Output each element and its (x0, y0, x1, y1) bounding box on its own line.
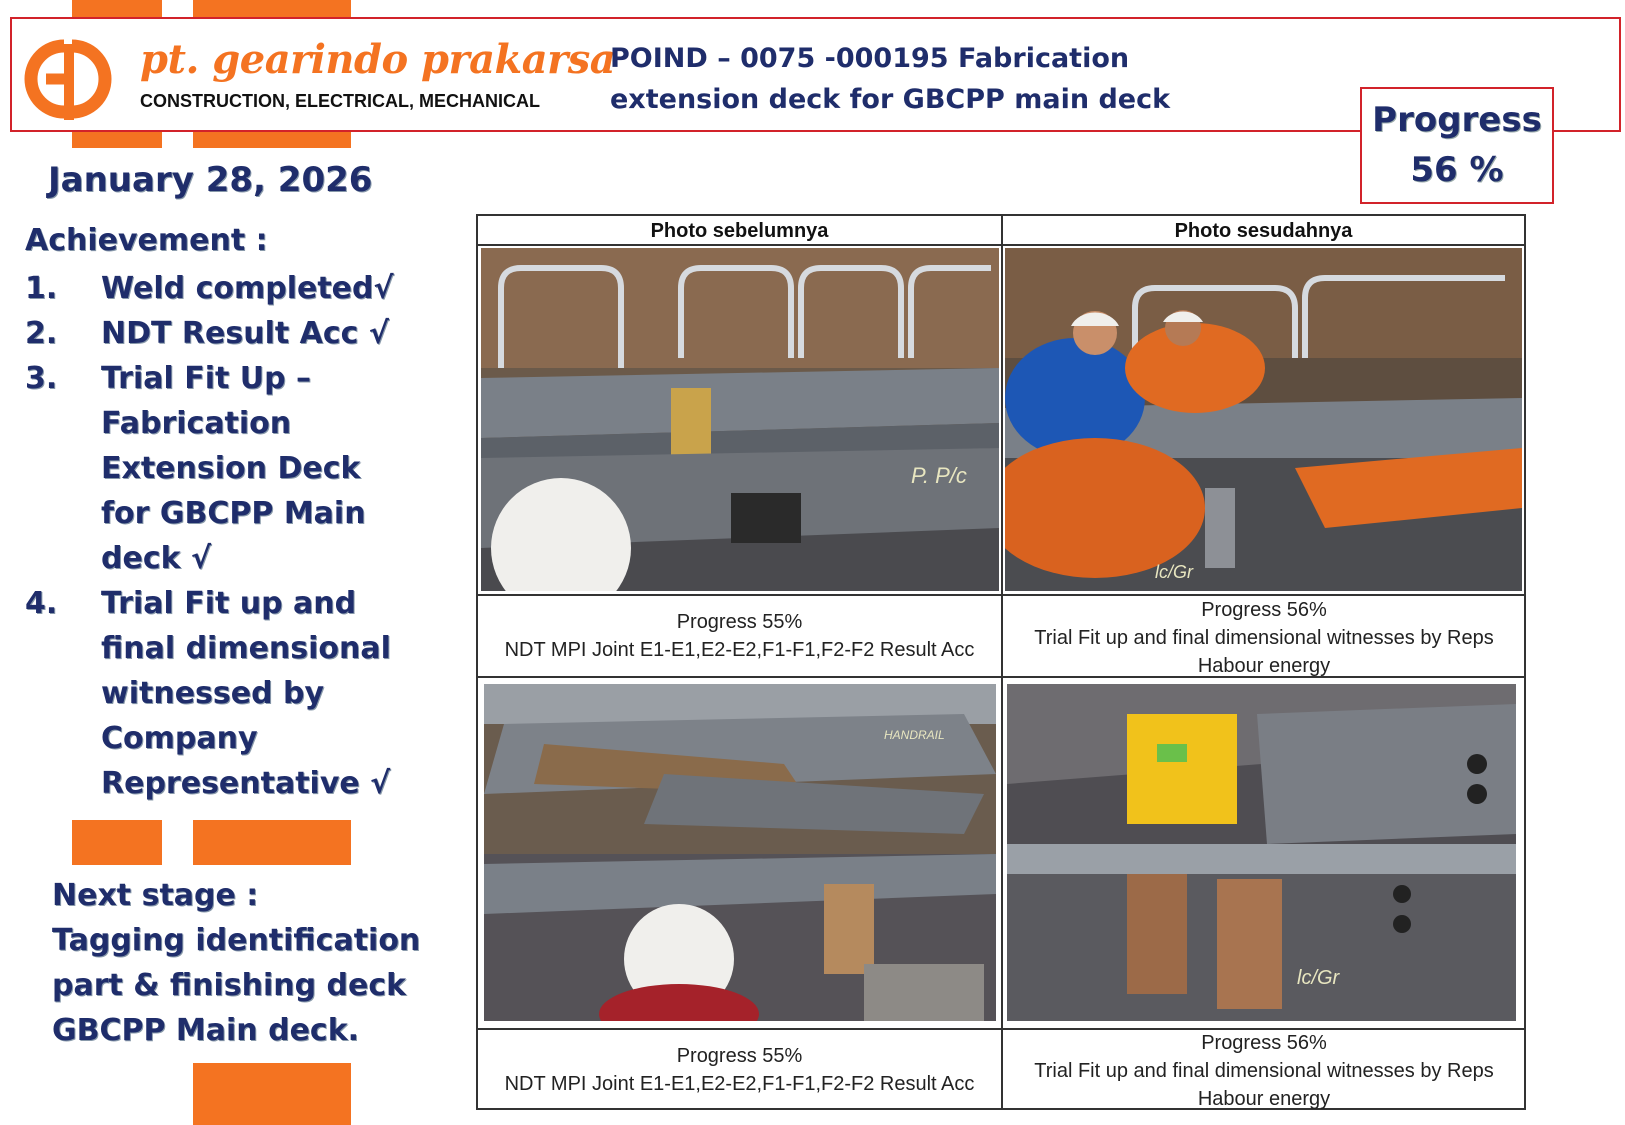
document-title-line2: extension deck for GBCPP main deck (610, 84, 1171, 115)
photo-comparison-table (476, 214, 1526, 1110)
caption-description: NDT MPI Joint E1-E1,E2-E2,F1-F1,F2-F2 Result Acc (504, 639, 975, 661)
company-name: pt. gearindo prakarsa (140, 36, 616, 83)
achievement-text: Trial Fit Up – Fabrication Extension Deck for GBCPP Main deck √ (101, 361, 366, 576)
achievement-text: Trial Fit up and final dimensional witnessed by Company Representative √ (101, 586, 391, 801)
next-stage-text: Tagging identification part & finishing deck GBCPP Main deck. (52, 923, 421, 1048)
company-tagline: CONSTRUCTION, ELECTRICAL, MECHANICAL (140, 91, 540, 111)
document-title (610, 38, 1230, 120)
svg-text:P. P/c: P. P/c (911, 463, 967, 488)
report-date: January 28, 2026 (48, 160, 373, 200)
table-divider-vertical (1001, 216, 1003, 1108)
next-stage-heading: Next stage : (52, 878, 259, 913)
company-logo-icon (20, 38, 118, 120)
caption-description: NDT MPI Joint E1-E1,E2-E2,F1-F1,F2-F2 Result Acc (504, 1073, 975, 1095)
achievement-list (25, 266, 445, 806)
caption-progress: Progress 56% (1201, 1032, 1327, 1054)
orange-bar-mid-left (72, 820, 162, 865)
caption-after-1 (1008, 596, 1520, 680)
orange-bar-bottom (193, 1063, 351, 1125)
achievement-text: NDT Result Acc √ (101, 316, 389, 351)
achievement-number: 1. (25, 271, 58, 306)
caption-progress: Progress 55% (676, 1045, 803, 1067)
next-stage (52, 873, 452, 1053)
achievement-item (25, 311, 445, 356)
photo-after-2 (1007, 684, 1516, 1021)
caption-progress: Progress 56% (1201, 599, 1327, 621)
caption-description: Trial Fit up and final dimensional witnesses by Reps Habour energy (1034, 1060, 1494, 1110)
svg-text:lc/Gr: lc/Gr (1297, 967, 1340, 989)
achievement-number: 2. (25, 316, 58, 351)
achievement-number: 3. (25, 361, 58, 396)
achievement-heading: Achievement : (25, 223, 268, 258)
orange-bar-mid-right (193, 820, 351, 865)
column-header-before: Photo sebelumnya (478, 216, 1001, 246)
caption-progress: Progress 55% (676, 611, 803, 633)
caption-after-2 (1008, 1029, 1520, 1113)
achievement-item (25, 581, 431, 806)
achievement-number: 4. (25, 586, 58, 621)
document-title-line1: POIND – 0075 -000195 Fabrication (610, 43, 1130, 74)
column-header-after: Photo sesudahnya (1003, 216, 1524, 246)
progress-value: 56 % (1410, 150, 1504, 190)
svg-text:HANDRAIL: HANDRAIL (884, 728, 945, 742)
caption-before-1 (478, 608, 1001, 664)
achievement-text: Weld completed√ (101, 271, 394, 306)
progress-label: Progress (1372, 100, 1542, 140)
svg-text:lc/Gr: lc/Gr (1155, 562, 1193, 582)
progress-box (1360, 87, 1554, 204)
achievement-item (25, 356, 401, 581)
caption-before-2 (478, 1042, 1001, 1098)
photo-before-2 (484, 684, 996, 1021)
photo-before-1 (481, 248, 999, 591)
photo-after-1 (1005, 248, 1522, 591)
caption-description: Trial Fit up and final dimensional witnesses by Reps Habour energy (1034, 627, 1494, 677)
achievement-item (25, 266, 445, 311)
